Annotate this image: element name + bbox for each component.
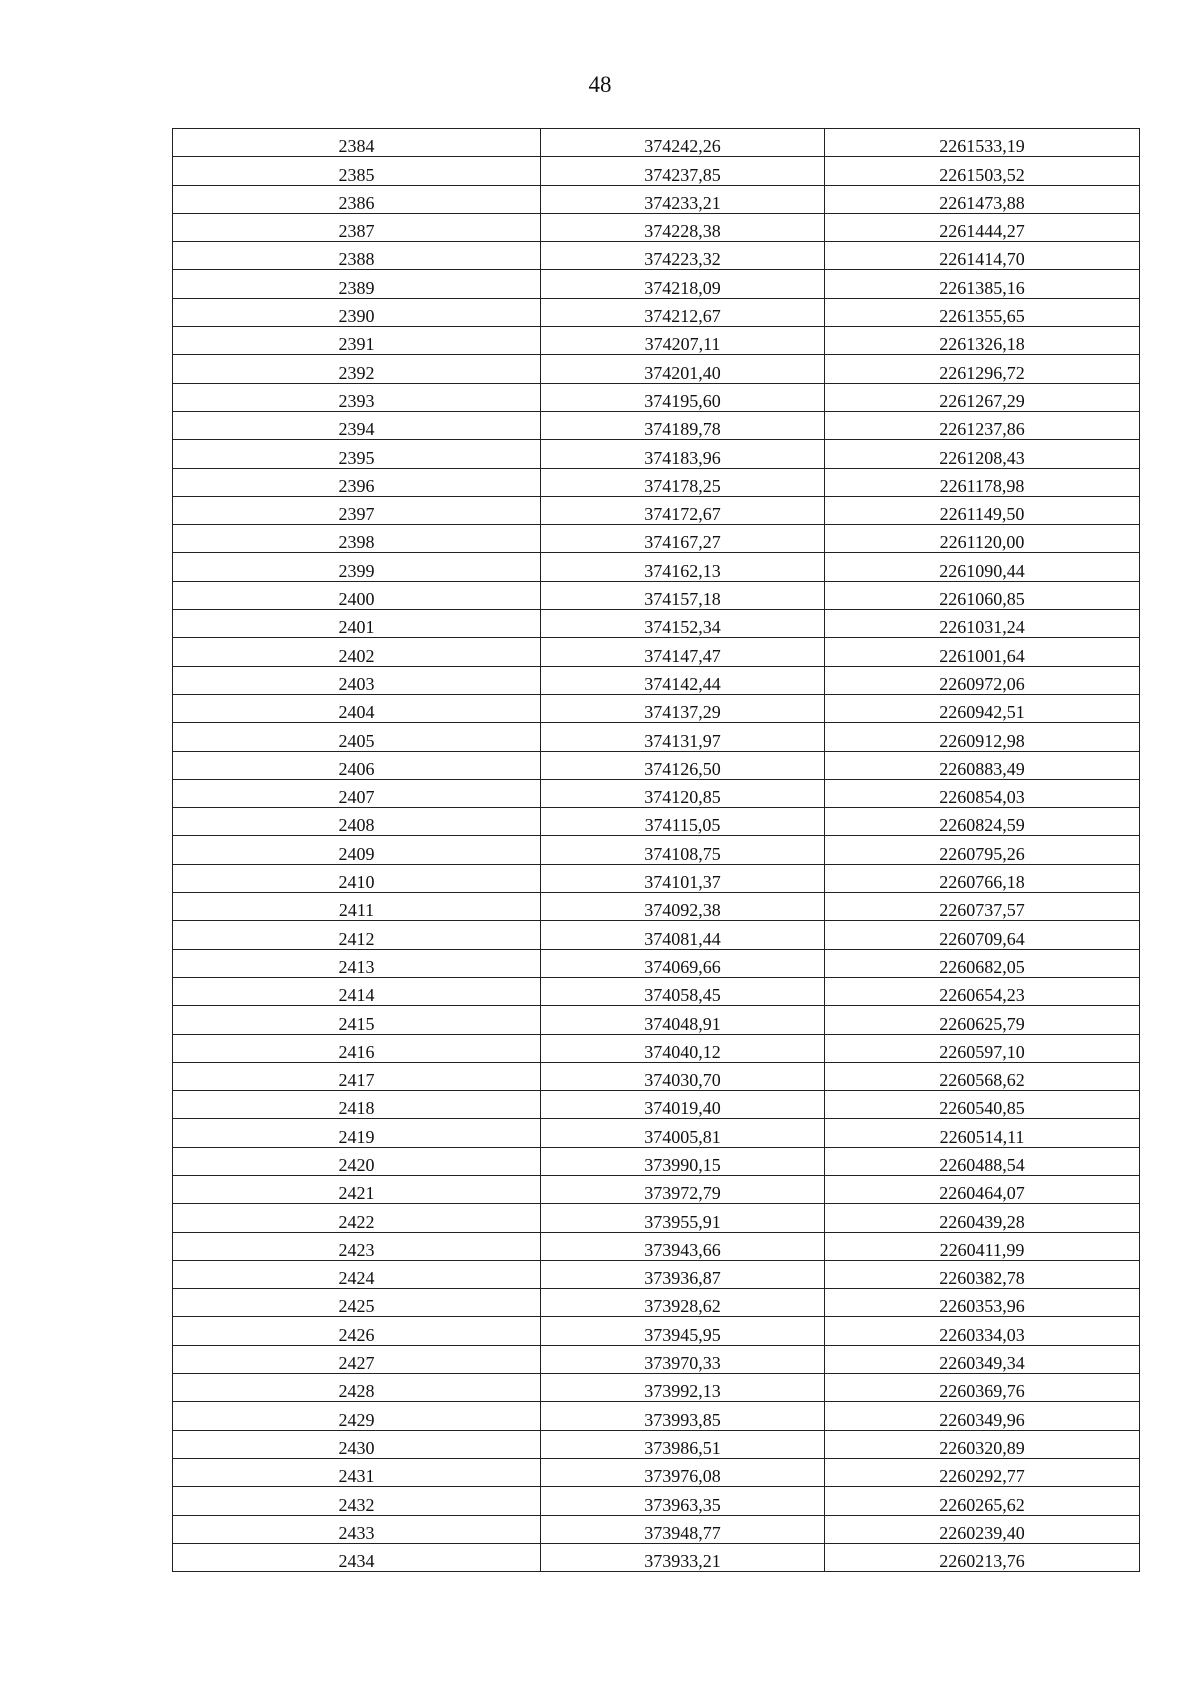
point-number-cell: 2416 (173, 1034, 541, 1062)
table-row (173, 779, 1140, 807)
x-coordinate-cell: 374157,18 (541, 581, 825, 609)
table-row (173, 496, 1140, 524)
y-coordinate-cell: 2261414,70 (825, 242, 1140, 270)
y-coordinate-cell: 2260334,03 (825, 1317, 1140, 1345)
point-number-cell: 2432 (173, 1487, 541, 1515)
y-coordinate-cell: 2260439,28 (825, 1204, 1140, 1232)
table-row (173, 808, 1140, 836)
x-coordinate-cell: 373943,66 (541, 1232, 825, 1260)
point-number-cell: 2415 (173, 1006, 541, 1034)
table-row (173, 1260, 1140, 1288)
y-coordinate-cell: 2261031,24 (825, 610, 1140, 638)
x-coordinate-cell: 374223,32 (541, 242, 825, 270)
y-coordinate-cell: 2261090,44 (825, 553, 1140, 581)
x-coordinate-cell: 373945,95 (541, 1317, 825, 1345)
y-coordinate-cell: 2261473,88 (825, 185, 1140, 213)
x-coordinate-cell: 373933,21 (541, 1543, 825, 1571)
y-coordinate-cell: 2260349,96 (825, 1402, 1140, 1430)
point-number-cell: 2425 (173, 1289, 541, 1317)
y-coordinate-cell: 2260349,34 (825, 1345, 1140, 1373)
point-number-cell: 2406 (173, 751, 541, 779)
x-coordinate-cell: 374115,05 (541, 808, 825, 836)
point-number-cell: 2384 (173, 129, 541, 157)
table-row (173, 977, 1140, 1005)
y-coordinate-cell: 2260265,62 (825, 1487, 1140, 1515)
coordinates-table (172, 128, 1140, 1572)
point-number-cell: 2420 (173, 1147, 541, 1175)
y-coordinate-cell: 2260824,59 (825, 808, 1140, 836)
x-coordinate-cell: 374058,45 (541, 977, 825, 1005)
point-number-cell: 2392 (173, 355, 541, 383)
table-row (173, 1062, 1140, 1090)
table-row (173, 298, 1140, 326)
table-row (173, 666, 1140, 694)
x-coordinate-cell: 373970,33 (541, 1345, 825, 1373)
x-coordinate-cell: 374172,67 (541, 496, 825, 524)
x-coordinate-cell: 373993,85 (541, 1402, 825, 1430)
point-number-cell: 2388 (173, 242, 541, 270)
table-row (173, 1091, 1140, 1119)
y-coordinate-cell: 2260737,57 (825, 893, 1140, 921)
y-coordinate-cell: 2261120,00 (825, 525, 1140, 553)
x-coordinate-cell: 374183,96 (541, 440, 825, 468)
table-row (173, 553, 1140, 581)
y-coordinate-cell: 2260464,07 (825, 1175, 1140, 1203)
x-coordinate-cell: 373986,51 (541, 1430, 825, 1458)
point-number-cell: 2390 (173, 298, 541, 326)
x-coordinate-cell: 373936,87 (541, 1260, 825, 1288)
x-coordinate-cell: 374142,44 (541, 666, 825, 694)
y-coordinate-cell: 2260514,11 (825, 1119, 1140, 1147)
table-row (173, 213, 1140, 241)
table-row (173, 864, 1140, 892)
x-coordinate-cell: 373963,35 (541, 1487, 825, 1515)
x-coordinate-cell: 373992,13 (541, 1374, 825, 1402)
table-row (173, 723, 1140, 751)
table-row (173, 1317, 1140, 1345)
table-row (173, 751, 1140, 779)
point-number-cell: 2413 (173, 949, 541, 977)
y-coordinate-cell: 2260369,76 (825, 1374, 1140, 1402)
table-row (173, 1345, 1140, 1373)
x-coordinate-cell: 373955,91 (541, 1204, 825, 1232)
y-coordinate-cell: 2260239,40 (825, 1515, 1140, 1543)
point-number-cell: 2417 (173, 1062, 541, 1090)
y-coordinate-cell: 2260320,89 (825, 1430, 1140, 1458)
point-number-cell: 2426 (173, 1317, 541, 1345)
point-number-cell: 2414 (173, 977, 541, 1005)
table-row (173, 525, 1140, 553)
y-coordinate-cell: 2261178,98 (825, 468, 1140, 496)
y-coordinate-cell: 2260942,51 (825, 694, 1140, 722)
point-number-cell: 2391 (173, 327, 541, 355)
x-coordinate-cell: 374178,25 (541, 468, 825, 496)
table-row (173, 1515, 1140, 1543)
y-coordinate-cell: 2260766,18 (825, 864, 1140, 892)
y-coordinate-cell: 2260682,05 (825, 949, 1140, 977)
y-coordinate-cell: 2260795,26 (825, 836, 1140, 864)
x-coordinate-cell: 374233,21 (541, 185, 825, 213)
table-row (173, 1175, 1140, 1203)
y-coordinate-cell: 2260353,96 (825, 1289, 1140, 1317)
y-coordinate-cell: 2261444,27 (825, 213, 1140, 241)
y-coordinate-cell: 2260597,10 (825, 1034, 1140, 1062)
point-number-cell: 2401 (173, 610, 541, 638)
y-coordinate-cell: 2260912,98 (825, 723, 1140, 751)
table-row (173, 836, 1140, 864)
y-coordinate-cell: 2261326,18 (825, 327, 1140, 355)
x-coordinate-cell: 374228,38 (541, 213, 825, 241)
table-row (173, 157, 1140, 185)
x-coordinate-cell: 374069,66 (541, 949, 825, 977)
point-number-cell: 2403 (173, 666, 541, 694)
x-coordinate-cell: 374108,75 (541, 836, 825, 864)
x-coordinate-cell: 374081,44 (541, 921, 825, 949)
y-coordinate-cell: 2261149,50 (825, 496, 1140, 524)
table-row (173, 270, 1140, 298)
x-coordinate-cell: 374048,91 (541, 1006, 825, 1034)
y-coordinate-cell: 2260411,99 (825, 1232, 1140, 1260)
point-number-cell: 2398 (173, 525, 541, 553)
point-number-cell: 2410 (173, 864, 541, 892)
point-number-cell: 2424 (173, 1260, 541, 1288)
x-coordinate-cell: 374137,29 (541, 694, 825, 722)
point-number-cell: 2421 (173, 1175, 541, 1203)
x-coordinate-cell: 374131,97 (541, 723, 825, 751)
table-row (173, 1402, 1140, 1430)
x-coordinate-cell: 373928,62 (541, 1289, 825, 1317)
x-coordinate-cell: 374242,26 (541, 129, 825, 157)
point-number-cell: 2404 (173, 694, 541, 722)
y-coordinate-cell: 2260382,78 (825, 1260, 1140, 1288)
point-number-cell: 2411 (173, 893, 541, 921)
point-number-cell: 2400 (173, 581, 541, 609)
y-coordinate-cell: 2260883,49 (825, 751, 1140, 779)
x-coordinate-cell: 374019,40 (541, 1091, 825, 1119)
x-coordinate-cell: 374218,09 (541, 270, 825, 298)
point-number-cell: 2386 (173, 185, 541, 213)
x-coordinate-cell: 373990,15 (541, 1147, 825, 1175)
x-coordinate-cell: 374005,81 (541, 1119, 825, 1147)
y-coordinate-cell: 2260972,06 (825, 666, 1140, 694)
point-number-cell: 2389 (173, 270, 541, 298)
table-row (173, 581, 1140, 609)
y-coordinate-cell: 2261355,65 (825, 298, 1140, 326)
y-coordinate-cell: 2261001,64 (825, 638, 1140, 666)
y-coordinate-cell: 2261237,86 (825, 411, 1140, 439)
coordinates-table-body (173, 129, 1140, 1572)
y-coordinate-cell: 2260709,64 (825, 921, 1140, 949)
table-row (173, 129, 1140, 157)
point-number-cell: 2431 (173, 1458, 541, 1486)
point-number-cell: 2397 (173, 496, 541, 524)
x-coordinate-cell: 374040,12 (541, 1034, 825, 1062)
y-coordinate-cell: 2261533,19 (825, 129, 1140, 157)
table-row (173, 1204, 1140, 1232)
point-number-cell: 2396 (173, 468, 541, 496)
x-coordinate-cell: 374237,85 (541, 157, 825, 185)
page-number: 48 (588, 72, 612, 97)
y-coordinate-cell: 2260292,77 (825, 1458, 1140, 1486)
y-coordinate-cell: 2260213,76 (825, 1543, 1140, 1571)
table-row (173, 383, 1140, 411)
y-coordinate-cell: 2260654,23 (825, 977, 1140, 1005)
table-row (173, 1374, 1140, 1402)
y-coordinate-cell: 2260568,62 (825, 1062, 1140, 1090)
x-coordinate-cell: 374101,37 (541, 864, 825, 892)
x-coordinate-cell: 374126,50 (541, 751, 825, 779)
x-coordinate-cell: 373976,08 (541, 1458, 825, 1486)
y-coordinate-cell: 2260488,54 (825, 1147, 1140, 1175)
x-coordinate-cell: 374212,67 (541, 298, 825, 326)
x-coordinate-cell: 373948,77 (541, 1515, 825, 1543)
y-coordinate-cell: 2261267,29 (825, 383, 1140, 411)
point-number-cell: 2428 (173, 1374, 541, 1402)
x-coordinate-cell: 374201,40 (541, 355, 825, 383)
point-number-cell: 2419 (173, 1119, 541, 1147)
y-coordinate-cell: 2261296,72 (825, 355, 1140, 383)
point-number-cell: 2430 (173, 1430, 541, 1458)
point-number-cell: 2387 (173, 213, 541, 241)
table-row (173, 638, 1140, 666)
table-row (173, 1543, 1140, 1571)
x-coordinate-cell: 374152,34 (541, 610, 825, 638)
table-row (173, 1232, 1140, 1260)
table-row (173, 921, 1140, 949)
table-row (173, 440, 1140, 468)
table-row (173, 242, 1140, 270)
table-row (173, 694, 1140, 722)
y-coordinate-cell: 2260540,85 (825, 1091, 1140, 1119)
table-row (173, 1458, 1140, 1486)
point-number-cell: 2394 (173, 411, 541, 439)
point-number-cell: 2402 (173, 638, 541, 666)
y-coordinate-cell: 2260625,79 (825, 1006, 1140, 1034)
x-coordinate-cell: 374147,47 (541, 638, 825, 666)
point-number-cell: 2427 (173, 1345, 541, 1373)
table-row (173, 185, 1140, 213)
table-row (173, 949, 1140, 977)
table-row (173, 411, 1140, 439)
table-row (173, 1034, 1140, 1062)
table-row (173, 1289, 1140, 1317)
table-row (173, 610, 1140, 638)
y-coordinate-cell: 2261208,43 (825, 440, 1140, 468)
table-row (173, 893, 1140, 921)
table-row (173, 1119, 1140, 1147)
table-row (173, 1147, 1140, 1175)
table-row (173, 1487, 1140, 1515)
table-row (173, 1006, 1140, 1034)
y-coordinate-cell: 2261060,85 (825, 581, 1140, 609)
point-number-cell: 2395 (173, 440, 541, 468)
point-number-cell: 2429 (173, 1402, 541, 1430)
x-coordinate-cell: 374195,60 (541, 383, 825, 411)
x-coordinate-cell: 374120,85 (541, 779, 825, 807)
point-number-cell: 2422 (173, 1204, 541, 1232)
point-number-cell: 2385 (173, 157, 541, 185)
point-number-cell: 2423 (173, 1232, 541, 1260)
point-number-cell: 2405 (173, 723, 541, 751)
point-number-cell: 2409 (173, 836, 541, 864)
point-number-cell: 2408 (173, 808, 541, 836)
x-coordinate-cell: 374167,27 (541, 525, 825, 553)
table-row (173, 1430, 1140, 1458)
x-coordinate-cell: 374030,70 (541, 1062, 825, 1090)
point-number-cell: 2407 (173, 779, 541, 807)
x-coordinate-cell: 374092,38 (541, 893, 825, 921)
x-coordinate-cell: 374162,13 (541, 553, 825, 581)
table-row (173, 468, 1140, 496)
point-number-cell: 2412 (173, 921, 541, 949)
x-coordinate-cell: 373972,79 (541, 1175, 825, 1203)
x-coordinate-cell: 374207,11 (541, 327, 825, 355)
table-row (173, 355, 1140, 383)
table-row (173, 327, 1140, 355)
point-number-cell: 2393 (173, 383, 541, 411)
point-number-cell: 2433 (173, 1515, 541, 1543)
point-number-cell: 2418 (173, 1091, 541, 1119)
x-coordinate-cell: 374189,78 (541, 411, 825, 439)
point-number-cell: 2399 (173, 553, 541, 581)
y-coordinate-cell: 2261503,52 (825, 157, 1140, 185)
y-coordinate-cell: 2261385,16 (825, 270, 1140, 298)
point-number-cell: 2434 (173, 1543, 541, 1571)
y-coordinate-cell: 2260854,03 (825, 779, 1140, 807)
